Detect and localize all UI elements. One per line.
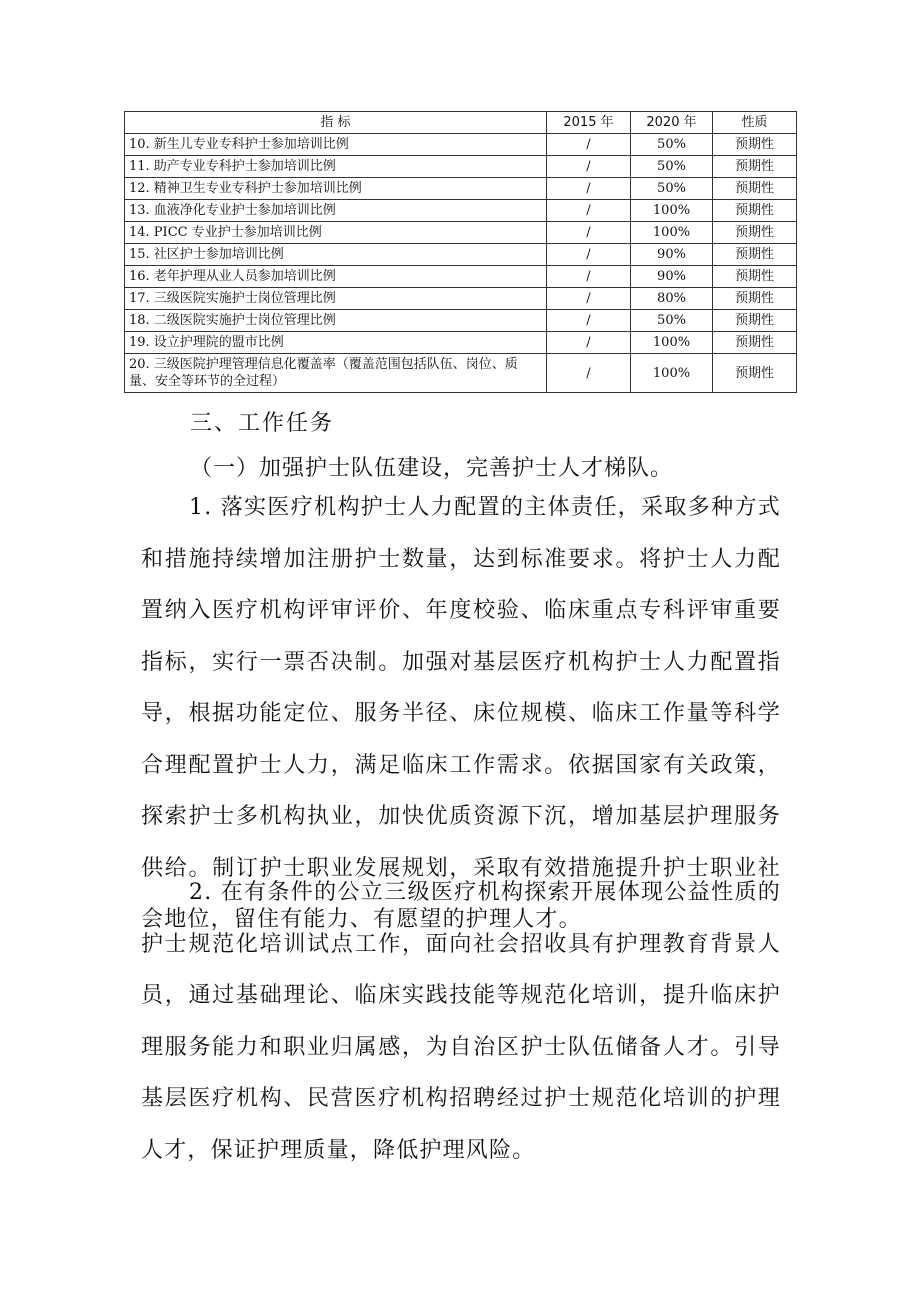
value-2015-cell: / [547,310,631,332]
value-2015-cell: / [547,222,631,244]
indicator-cell: 20. 三级医院护理管理信息化覆盖率（覆盖范围包括队伍、岗位、质量、安全等环节的全过程） [125,354,547,393]
header-2015: 2015 年 [547,112,631,134]
indicator-cell: 15. 社区护士参加培训比例 [125,244,547,266]
value-2020-cell: 100% [631,200,713,222]
nature-cell: 预期性 [713,178,797,200]
indicator-cell: 17. 三级医院实施护士岗位管理比例 [125,288,547,310]
table-row [125,244,797,266]
value-2020-cell: 50% [631,156,713,178]
nature-cell: 预期性 [713,200,797,222]
header-2020: 2020 年 [631,112,713,134]
nature-cell: 预期性 [713,332,797,354]
value-2020-cell: 50% [631,310,713,332]
indicator-cell: 12. 精神卫生专业专科护士参加培训比例 [125,178,547,200]
value-2015-cell: / [547,178,631,200]
value-2020-cell: 90% [631,244,713,266]
header-indicator: 指 标 [125,112,547,134]
table-row [125,178,797,200]
value-2020-cell: 100% [631,222,713,244]
indicator-cell: 11. 助产专业专科护士参加培训比例 [125,156,547,178]
table-row [125,200,797,222]
indicator-table [124,111,797,393]
indicator-cell: 14. PICC 专业护士参加培训比例 [125,222,547,244]
subsection-heading: （一）加强护士队伍建设，完善护士人才梯队。 [190,456,674,481]
table-row [125,288,797,310]
table-row [125,354,797,393]
value-2015-cell: / [547,332,631,354]
value-2020-cell: 80% [631,288,713,310]
table-row [125,222,797,244]
indicator-cell: 19. 设立护理院的盟市比例 [125,332,547,354]
value-2020-cell: 100% [631,332,713,354]
indicator-cell: 10. 新生儿专业专科护士参加培训比例 [125,134,547,156]
value-2020-cell: 50% [631,178,713,200]
value-2015-cell: / [547,244,631,266]
section-heading: 三、工作任务 [190,411,335,436]
nature-cell: 预期性 [713,244,797,266]
nature-cell: 预期性 [713,134,797,156]
value-2015-cell: / [547,288,631,310]
nature-cell: 预期性 [713,222,797,244]
nature-cell: 预期性 [713,288,797,310]
table-header-row [125,112,797,134]
value-2015-cell: / [547,266,631,288]
value-2015-cell: / [547,156,631,178]
value-2020-cell: 50% [631,134,713,156]
indicator-cell: 13. 血液净化专业护士参加培训比例 [125,200,547,222]
table-row [125,310,797,332]
indicator-cell: 18. 二级医院实施护士岗位管理比例 [125,310,547,332]
nature-cell: 预期性 [713,354,797,393]
value-2020-cell: 90% [631,266,713,288]
value-2020-cell: 100% [631,354,713,393]
indicator-cell: 16. 老年护理从业人员参加培训比例 [125,266,547,288]
table-row [125,332,797,354]
header-nature: 性质 [713,112,797,134]
value-2015-cell: / [547,200,631,222]
paragraph: 1. 落实医疗机构护士人力配置的主体责任，采取多种方式和措施持续增加注册护士数量，达到标准要求。将护士人力配置纳入医疗机构评审评价、年度校验、临床重点专科评审重要指标，实行一票否决制。加强对基层医疗机构护士人力配置指导，根据功能定位、服务半径、床位规模、临床工作量等科学合理配置护士人力，满足临床工作需求。依据国家有关政策，探索护士多机构执业，加快优质资源下沉，增加基层护理服务供给。制订护士职业发展规划，采取有效措施提升护士职业社会地位，留住有能力、有愿望的护理人才。 [141,495,781,932]
value-2015-cell: / [547,134,631,156]
table-row [125,266,797,288]
nature-cell: 预期性 [713,156,797,178]
nature-cell: 预期性 [713,310,797,332]
paragraph: 2. 在有条件的公立三级医疗机构探索开展体现公益性质的护士规范化培训试点工作，面向社会招收具有护理教育背景人员，通过基础理论、临床实践技能等规范化培训，提升临床护理服务能力和职业归属感，为自治区护士队伍储备人才。引导基层医疗机构、民营医疗机构招聘经过护士规范化培训的护理人才，保证护理质量，降低护理风险。 [141,880,781,1163]
nature-cell: 预期性 [713,266,797,288]
table-row [125,156,797,178]
value-2015-cell: / [547,354,631,393]
table-row [125,134,797,156]
